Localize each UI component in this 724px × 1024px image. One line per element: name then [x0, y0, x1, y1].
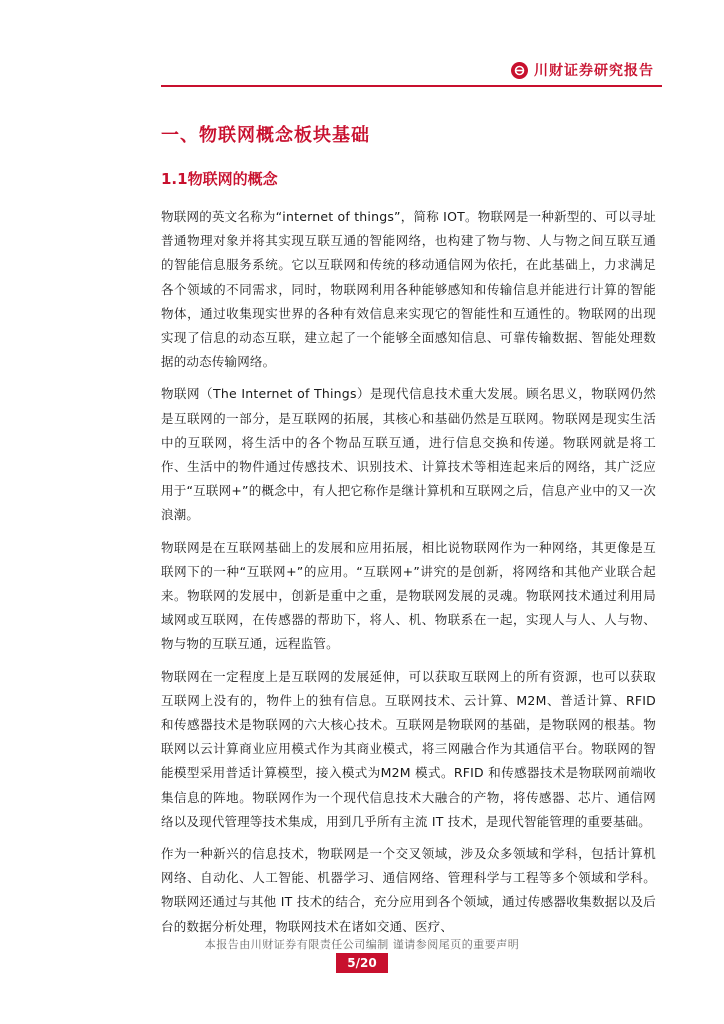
paragraph: 物联网在一定程度上是互联网的发展延伸，可以获取互联网上的所有资源，也可以获取互联网上没有的，物件上的独有信息。互联网技术、云计算、M2M、普适计算、RFID 和传感器技术是物联网的六大核心技术。互联网是物联网的基础，是物联网的根基。物联网以云计算商业应用模式作为其商业模式，将三网融合作为其通信平台。物联网的智能模型采用普适计算模型，接入模式为M2M 模式。RFID 和传感器技术是物联网前端收集信息的阵地。物联网作为一个现代信息技术大融合的产物，将传感器、芯片、通信网络以及现代管理等技术集成，用到几乎所有主流 IT 技术，是现代智能管理的重要基础。	[161, 668, 656, 829]
paragraph: 作为一种新兴的信息技术，物联网是一个交叉领域，涉及众多领域和学科，包括计算机网络、自动化、人工智能、机器学习、通信网络、管理科学与工程等多个领域和学科。物联网还通过与其他 IT 技术的结合，充分应用到各个领域，通过传感器收集数据以及后台的数据分析处理，物联网技术在诸如交通、医疗、	[161, 846, 656, 934]
section-title: 一、物联网概念板块基础	[161, 125, 370, 146]
page-number: 5/20	[336, 953, 388, 973]
header-divider	[161, 85, 662, 87]
report-header	[511, 60, 654, 80]
paragraph: 物联网（The Internet of Things）是现代信息技术重大发展。顾名思义，物联网仍然是互联网的一部分，是互联网的拓展，其核心和基础仍然是互联网。物联网是现实生活中的互联网，将生活中的各个物品互联互通，进行信息交换和传递。物联网就是将工作、生活中的物件通过传感技术、识别技术、计算技术等相连起来后的网络，其广泛应用于“互联网+”的概念中，有人把它称作是继计算机和互联网之后，信息产业中的又一次浪潮。	[161, 386, 656, 523]
brand-name: 川财证券研究报告	[534, 63, 654, 79]
subsection-title: 1.1物联网的概念	[161, 170, 278, 188]
footer-disclaimer: 本报告由川财证券有限责任公司编制 谨请参阅尾页的重要声明	[204, 938, 520, 951]
body-text	[161, 205, 656, 947]
broker-logo-icon	[511, 62, 528, 79]
paragraph: 物联网的英文名称为“internet of things”，简称 IOT。物联网是一种新型的、可以寻址普通物理对象并将其实现互联互通的智能网络，也构建了物与物、人与物之间互联互通的智能信息服务系统。它以互联网和传统的移动通信网为依托，在此基础上，力求满足各个领域的不同需求，同时，物联网利用各种能够感知和传输信息并能进行计算的智能物体，通过收集现实世界的各种有效信息来实现它的智能性和互通性的。物联网的出现实现了信息的动态互联，建立起了一个能够全面感知信息、可靠传输数据、智能处理数据的动态传输网络。	[161, 209, 656, 370]
paragraph: 物联网是在互联网基础上的发展和应用拓展，相比说物联网作为一种网络，其更像是互联网下的一种“互联网+”的应用。“互联网+”讲究的是创新，将网络和其他产业联合起来。物联网的发展中，创新是重中之重，是物联网发展的灵魂。物联网技术通过利用局域网或互联网，在传感器的帮助下，将人、机、物联系在一起，实现人与人、人与物、物与物的互联互通，远程监管。	[161, 539, 656, 652]
